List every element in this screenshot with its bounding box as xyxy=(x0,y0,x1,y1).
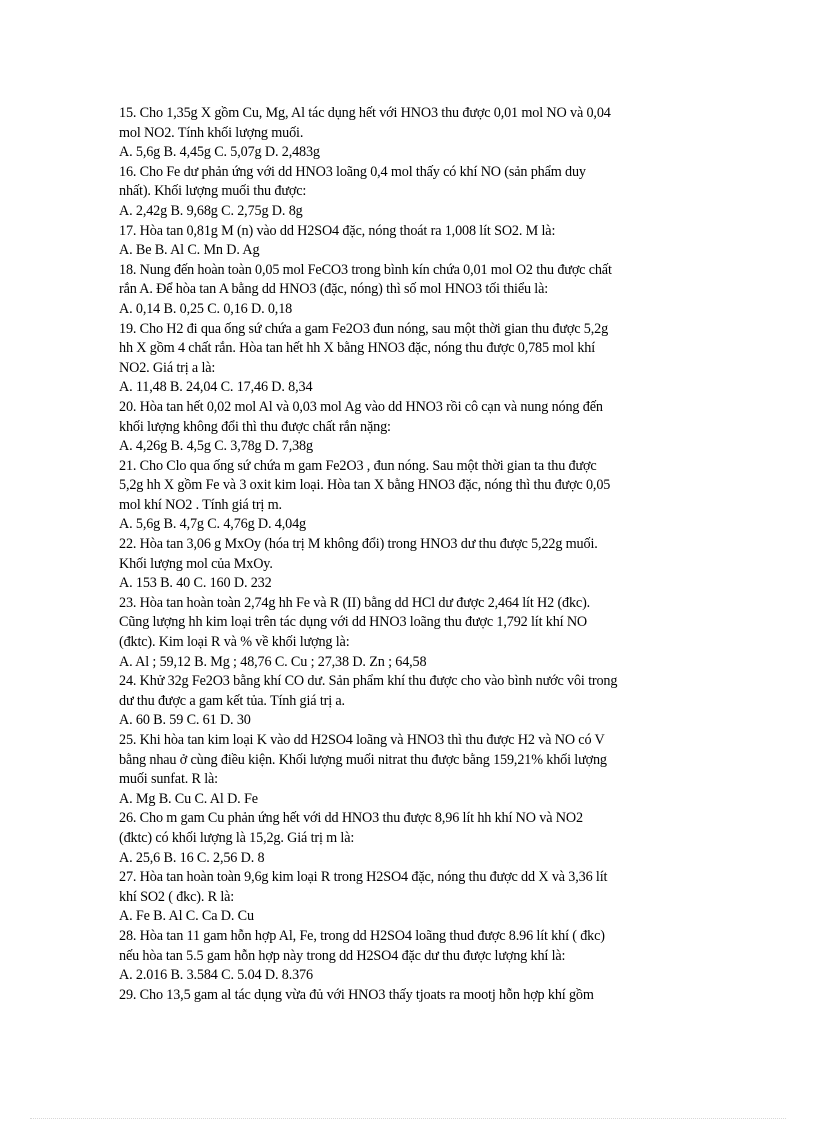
answer-options: A. Mg B. Cu C. Al D. Fe xyxy=(119,790,258,807)
text-line: 28. Hòa tan 11 gam hỗn hợp Al, Fe, trong dd H2SO4 loãng thud được 8.96 lít khí ( đkc) xyxy=(119,927,605,944)
answer-options: A. 4,26g B. 4,5g C. 3,78g D. 7,38g xyxy=(119,438,313,455)
text-line: 19. Cho H2 đi qua ống sứ chứa a gam Fe2O3 đun nóng, sau một thời gian thu được 5,2g xyxy=(119,320,609,337)
answer-options: A. Be B. Al C. Mn D. Ag xyxy=(119,242,260,259)
text-line: nếu hòa tan 5.5 gam hỗn hợp này trong dd H2SO4 đặc dư thu được lượng khí là: xyxy=(119,947,566,964)
answer-options: A. 11,48 B. 24,04 C. 17,46 D. 8,34 xyxy=(119,379,313,396)
answer-options: A. 5,6g B. 4,7g C. 4,76g D. 4,04g xyxy=(119,516,306,533)
text-line: dư thu được a gam kết tủa. Tính giá trị a. xyxy=(119,692,345,709)
answer-options: A. 0,14 B. 0,25 C. 0,16 D. 0,18 xyxy=(119,300,293,317)
text-line: 23. Hòa tan hoàn toàn 2,74g hh Fe và R (II) bằng dd HCl dư được 2,464 lít H2 (đkc). xyxy=(119,594,591,611)
text-line: muối sunfat. R là: xyxy=(119,771,218,788)
text-line: 25. Khi hòa tan kim loại K vào dd H2SO4 loãng và HNO3 thì thu được H2 và NO có V xyxy=(119,732,605,748)
text-line: 26. Cho m gam Cu phản ứng hết với dd HNO3 thu được 8,96 lít hh khí NO và NO2 xyxy=(119,810,583,827)
text-line: (đktc). Kim loại R và % về khối lượng là: xyxy=(119,634,350,651)
text-line: bằng nhau ở cùng điều kiện. Khối lượng muối nitrat thu được bằng 159,21% khối lượng xyxy=(119,751,607,768)
text-line: Cũng lượng hh kim loại trên tác dụng với dd HNO3 loãng thu được 1,792 lít khí NO xyxy=(119,614,588,631)
text-line: 16. Cho Fe dư phản ứng với dd HNO3 loãng 0,4 mol thấy có khí NO (sản phẩm duy xyxy=(119,163,586,180)
document-body xyxy=(119,104,699,1005)
text-line: (đktc) có khối lượng là 15,2g. Giá trị m là: xyxy=(119,829,355,846)
text-line: 15. Cho 1,35g X gồm Cu, Mg, Al tác dụng hết với HNO3 thu được 0,01 mol NO và 0,04 xyxy=(119,105,611,121)
text-line: 17. Hòa tan 0,81g M (n) vào dd H2SO4 đặc, nóng thoát ra 1,008 lít SO2. M là: xyxy=(119,222,556,239)
text-line: 29. Cho 13,5 gam al tác dụng vừa đủ với HNO3 thấy tjoats ra mootj hỗn hợp khí gồm xyxy=(119,986,594,1003)
text-line: 18. Nung đến hoàn toàn 0,05 mol FeCO3 trong bình kín chứa 0,01 mol O2 thu được chất xyxy=(119,261,612,278)
text-line: nhất). Khối lượng muối thu được: xyxy=(119,183,307,200)
text-line: 24. Khử 32g Fe2O3 bằng khí CO dư. Sản phẩm khí thu được cho vào bình nước vôi trong xyxy=(119,673,618,690)
page-bottom-divider xyxy=(30,1118,786,1119)
text-line: mol khí NO2 . Tính giá trị m. xyxy=(119,496,282,513)
text-line: 22. Hòa tan 3,06 g MxOy (hóa trị M không đổi) trong HNO3 dư thu được 5,22g muối. xyxy=(119,536,598,553)
answer-options: A. Al ; 59,12 B. Mg ; 48,76 C. Cu ; 27,38 D. Zn ; 64,58 xyxy=(119,653,427,670)
text-line: mol NO2. Tính khối lượng muối. xyxy=(119,124,304,141)
text-line: 20. Hòa tan hết 0,02 mol Al và 0,03 mol Ag vào dd HNO3 rồi cô cạn và nung nóng đến xyxy=(119,398,603,415)
text-line: hh X gồm 4 chất rắn. Hòa tan hết hh X bằng HNO3 đặc, nóng thu được 0,785 mol khí xyxy=(119,340,596,357)
text-line: Khối lượng mol của MxOy. xyxy=(119,555,273,572)
text-line: khí SO2 ( đkc). R là: xyxy=(119,888,235,905)
answer-options: A. 25,6 B. 16 C. 2,56 D. 8 xyxy=(119,849,265,866)
answer-options: A. Fe B. Al C. Ca D. Cu xyxy=(119,908,254,925)
text-line: 5,2g hh X gồm Fe và 3 oxit kim loại. Hòa tan X bằng HNO3 đặc, nóng thì thu được 0,05 xyxy=(119,477,611,494)
answer-options: A. 2,42g B. 9,68g C. 2,75g D. 8g xyxy=(119,202,303,219)
answer-options: A. 60 B. 59 C. 61 D. 30 xyxy=(119,712,251,729)
text-line: NO2. Giá trị a là: xyxy=(119,359,216,376)
answer-options: A. 2.016 B. 3.584 C. 5.04 D. 8.376 xyxy=(119,967,313,984)
text-line: 27. Hòa tan hoàn toàn 9,6g kim loại R trong H2SO4 đặc, nóng thu được dd X và 3,36 lít xyxy=(119,869,608,886)
answer-options: A. 5,6g B. 4,45g C. 5,07g D. 2,483g xyxy=(119,144,320,161)
text-line: rắn A. Để hòa tan A bằng dd HNO3 (đặc, nóng) thì số mol HNO3 tối thiểu là: xyxy=(119,281,549,298)
text-line: 21. Cho Clo qua ống sứ chứa m gam Fe2O3 , đun nóng. Sau một thời gian ta thu được xyxy=(119,457,597,474)
text-line: khối lượng không đổi thì thu được chất rắn nặng: xyxy=(119,418,391,435)
answer-options: A. 153 B. 40 C. 160 D. 232 xyxy=(119,575,272,592)
